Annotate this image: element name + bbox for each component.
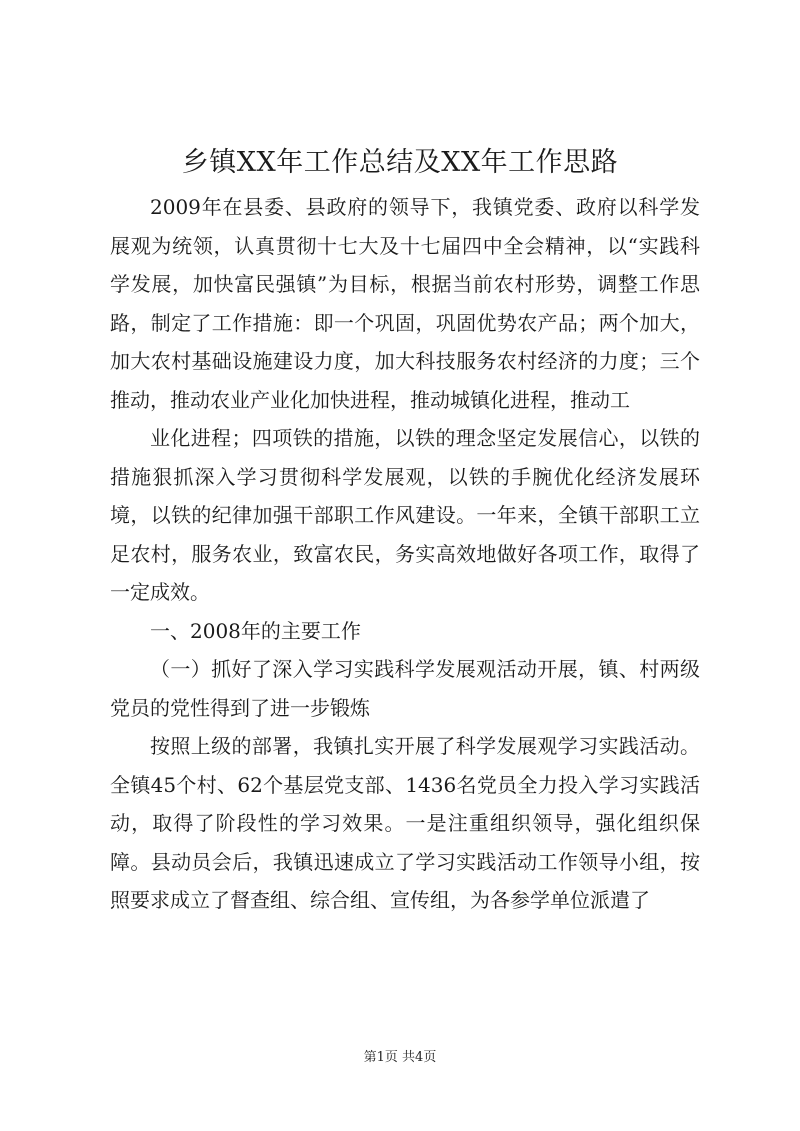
- paragraph-study-activity: 按照上级的部署，我镇扎实开展了科学发展观学习实践活动。全镇45个村、62个基层党支部、1436名党员全力投入学习实践活动，取得了阶段性的学习效果。一是注重组织领导，强化组织保障。县动员会后，我镇迅速成立了学习实践活动工作领导小组，按照要求成立了督查组、综合组、宣传组，为各参学单位派遣了: [110, 734, 700, 912]
- paragraph-intro: 2009年在县委、县政府的领导下，我镇党委、政府以科学发展观为统领，认真贯彻十七大及十七届四中全会精神，以“实践科学发展，加快富民强镇”为目标，根据当前农村形势，调整工作思路，制定了工作措施：即一个巩固，巩固优势农产品；两个加大，加大农村基础设施建设力度，加大科技服务农村经济的力度；三个推动，推动农业产业化加快进程，推动城镇化进程，推动工: [110, 195, 700, 412]
- paragraph-measures: 业化进程；四项铁的措施，以铁的理念坚定发展信心，以铁的措施狠抓深入学习贯彻科学发展观，以铁的手腕优化经济发展环境，以铁的纪律加强干部职工作风建设。一年来，全镇干部职工立足农村，服务农业，致富农民，务实高效地做好各项工作，取得了一定成效。: [110, 426, 700, 604]
- subsection-heading-1: （一）抓好了深入学习实践科学发展观活动开展，镇、村两级党员的党性得到了进一步锻炼: [110, 657, 700, 720]
- section-heading-main-work: 一、2008年的主要工作: [150, 618, 361, 643]
- document-body: [110, 188, 700, 920]
- document-title: 乡镇XX年工作总结及XX年工作思路: [181, 147, 619, 178]
- page-footer: 第1页 共4页: [363, 1050, 437, 1065]
